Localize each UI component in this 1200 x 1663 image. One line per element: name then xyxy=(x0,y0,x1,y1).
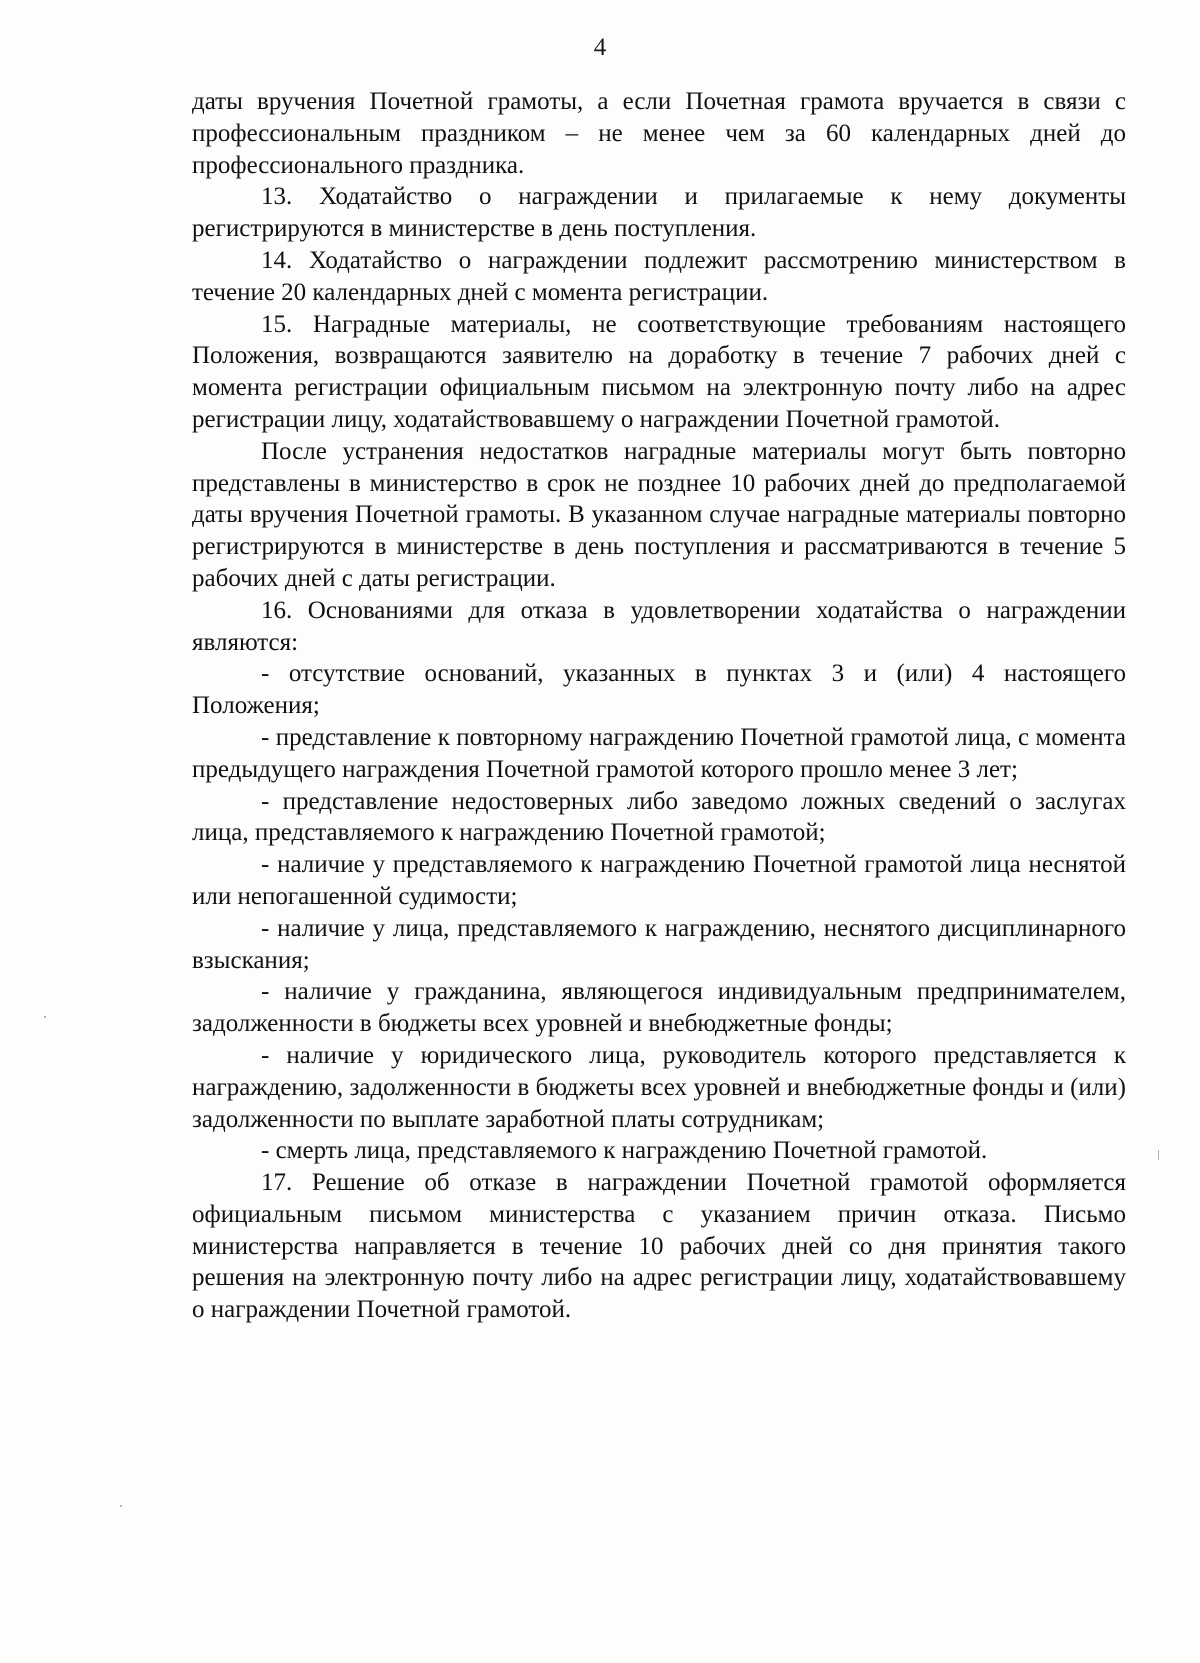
scan-artifact xyxy=(44,1016,46,1018)
list-item-refusal-grounds: - смерть лица, представляемого к награждению Почетной грамотой. xyxy=(261,1137,988,1165)
paragraph-17: 17. Решение об отказе в награждении Почетной грамотой оформляется официальным письмом министерства с указанием причин отказа. Письмо министерства направляется в течение 10 рабочих дней со дня принятия такого решения на электронную почту либо на адрес регистрации лицу, ходатайствовавшему о награждении Почетной грамотой. xyxy=(192,1169,1126,1324)
list-item-refusal-grounds: - представление недостоверных либо заведомо ложных сведений о заслугах лица, представляемого к награждению Почетной грамотой; xyxy=(192,787,1126,847)
paragraph-16: 16. Основаниями для отказа в удовлетворении ходатайства о награждении являются: xyxy=(192,596,1126,656)
list-item-refusal-grounds: - наличие у гражданина, являющегося индивидуальным предпринимателем, задолженности в бюджеты всех уровней и внебюджетные фонды; xyxy=(192,978,1126,1038)
list-item-refusal-grounds: - представление к повторному награждению Почетной грамотой лица, с момента предыдущего награждения Почетной грамотой которого прошло менее 3 лет; xyxy=(192,723,1126,783)
paragraph-continuation: даты вручения Почетной грамоты, а если Почетная грамота вручается в связи с профессиональным праздником – не менее чем за 60 календарных дней до профессионального праздника. xyxy=(192,88,1126,179)
scan-artifact xyxy=(120,1505,122,1507)
page-number: 4 xyxy=(593,34,607,61)
list-item-refusal-grounds: - отсутствие оснований, указанных в пунктах 3 и (или) 4 настоящего Положения; xyxy=(192,660,1126,720)
list-item-refusal-grounds: - наличие у лица, представляемого к награждению, неснятого дисциплинарного взыскания; xyxy=(192,914,1126,974)
document-body xyxy=(192,86,1126,1326)
paragraph-15-resubmission: После устранения недостатков наградные материалы могут быть повторно представлены в министерство в срок не позднее 10 рабочих дней до предполагаемой даты вручения Почетной грамоты. В указанном случае наградные материалы повторно регистрируются в министерстве в день поступления и рассматриваются в течение 5 рабочих дней с даты регистрации. xyxy=(192,437,1126,592)
scan-artifact xyxy=(1158,1150,1159,1160)
paragraph-14: 14. Ходатайство о награждении подлежит рассмотрению министерством в течение 20 календарных дней с момента регистрации. xyxy=(192,246,1126,306)
paragraph-13: 13. Ходатайство о награждении и прилагаемые к нему документы регистрируются в министерстве в день поступления. xyxy=(192,183,1126,243)
paragraph-15: 15. Наградные материалы, не соответствующие требованиям настоящего Положения, возвращаются заявителю на доработку в течение 7 рабочих дней с момента регистрации официальным письмом на электронную почту либо на адрес регистрации лицу, ходатайствовавшему о награждении Почетной грамотой. xyxy=(192,310,1126,433)
list-item-refusal-grounds: - наличие у юридического лица, руководитель которого представляется к награждению, задолженности в бюджеты всех уровней и внебюджетные фонды и (или) задолженности по выплате заработной платы сотрудникам; xyxy=(192,1041,1126,1133)
list-item-refusal-grounds: - наличие у представляемого к награждению Почетной грамотой лица неснятой или непогашенной судимости; xyxy=(192,851,1126,910)
